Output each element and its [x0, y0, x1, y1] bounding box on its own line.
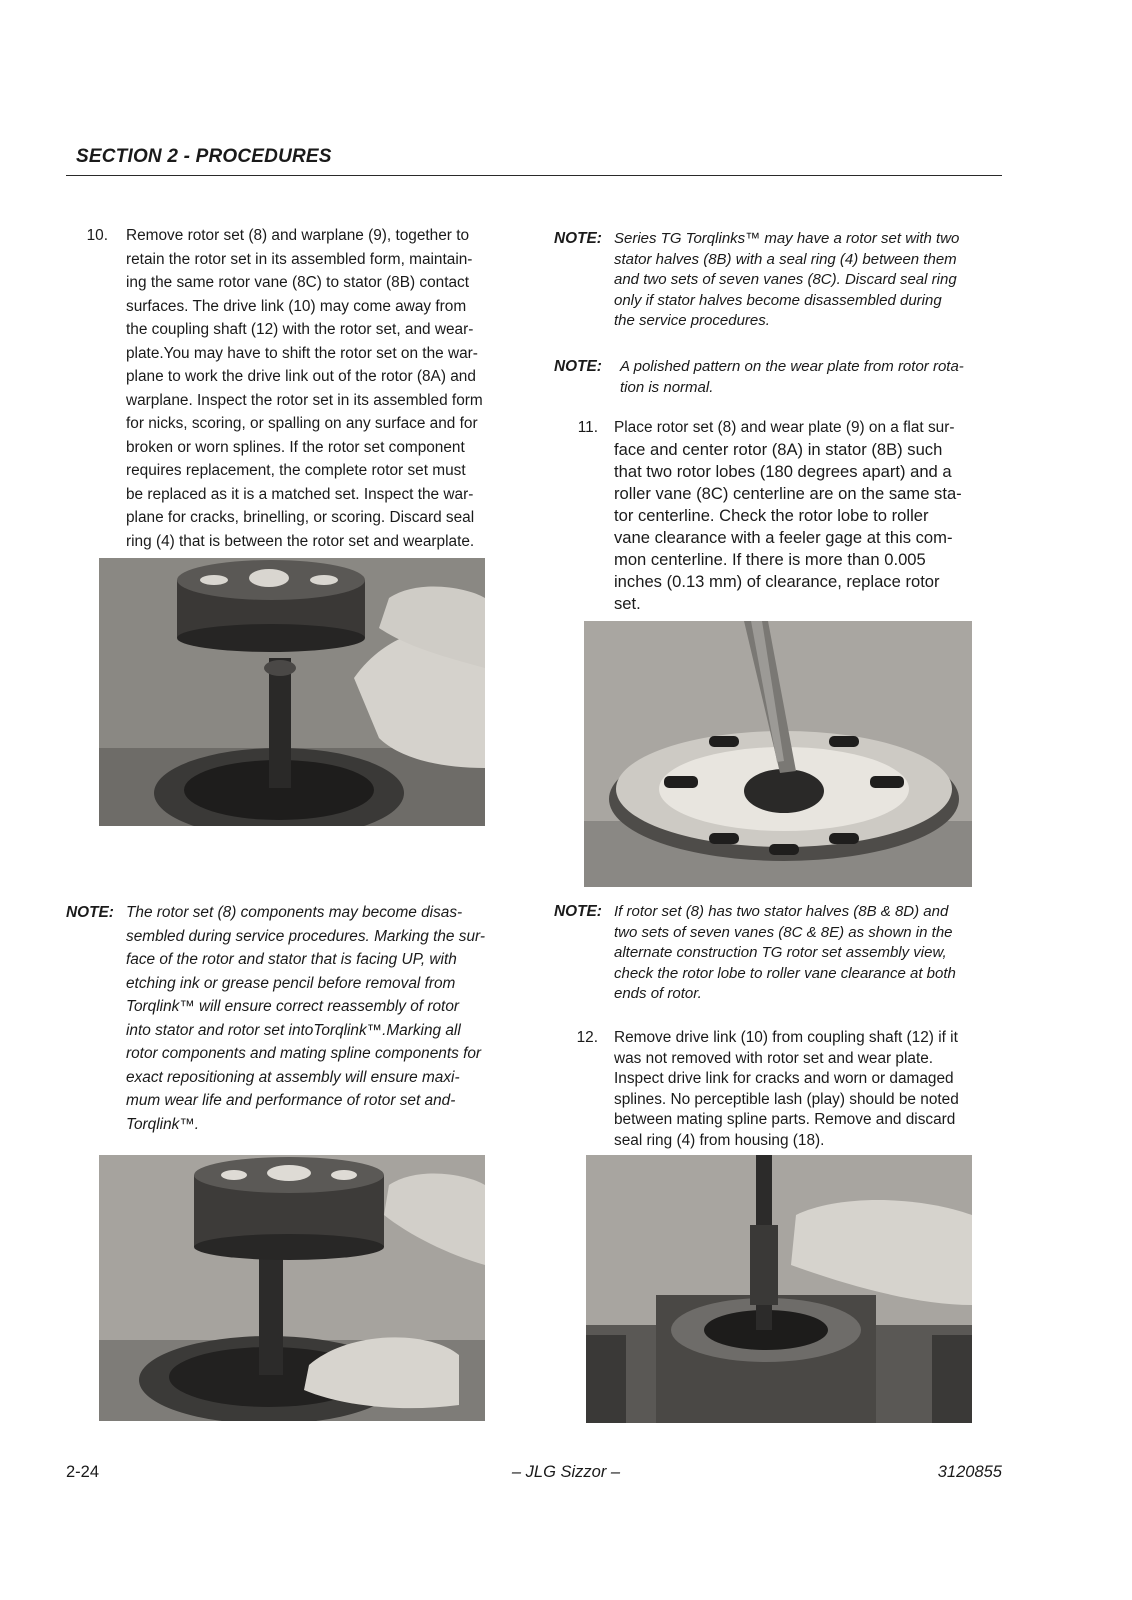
note-label: NOTE: [554, 903, 602, 920]
step-11-text [614, 417, 1000, 615]
text-line: vane clearance with a feeler gage at this com- [614, 528, 953, 547]
document-number: 3120855 [937, 1463, 1002, 1481]
text-line: only if stator halves become disassembled during [614, 291, 942, 309]
text-line: for nicks, scoring, or spalling on any surface and for [126, 415, 478, 432]
note-4-text [614, 902, 1000, 1005]
photo-rotor-set-drive-link [99, 1155, 485, 1421]
text-line: Torqlink™. [126, 1115, 199, 1133]
page-number: 2-24 [66, 1463, 100, 1481]
text-line: into stator and rotor set intoTorqlink™.Marking all [126, 1021, 461, 1039]
text-line: A polished pattern on the wear plate from rotor rota- [620, 358, 964, 375]
text-line: warplane. Inspect the rotor set in its assembled form [126, 391, 483, 409]
text-line: between mating spline parts. Remove and discard [614, 1111, 956, 1128]
text-line: etching ink or grease pencil before removal from [126, 974, 456, 992]
text-line: that two rotor lobes (180 degrees apart) and a [614, 462, 952, 481]
text-line: tion is normal. [620, 378, 714, 396]
text-line: plane to work the drive link out of the rotor (8A) and [126, 368, 476, 385]
note-1-text [614, 229, 1000, 332]
text-line: surfaces. The drive link (10) may come away from [126, 297, 467, 315]
note-label: NOTE: [554, 358, 602, 375]
text-line: and two sets of seven vanes (8C). Discard seal ring [614, 271, 957, 288]
text-line: roller vane (8C) centerline are on the same sta- [614, 484, 962, 503]
text-line: exact repositioning at assembly will ensure maxi- [126, 1068, 460, 1086]
section-title: SECTION 2 - PROCEDURES [76, 146, 332, 167]
note-2-text [620, 357, 1000, 398]
step-10-number: 10. [86, 227, 108, 244]
text-line: stator halves (8B) with a seal ring (4) between them [614, 250, 957, 268]
photo-feeler-gage-check [584, 621, 972, 887]
step-11-number: 11. [577, 419, 598, 436]
text-line: be replaced as it is a matched set. Inspect the war- [126, 485, 474, 503]
header-rule [66, 175, 1002, 176]
text-line: Torqlink™ will ensure correct reassembly of rotor [126, 998, 460, 1015]
text-line: broken or worn splines. If the rotor set component [126, 438, 465, 456]
text-line: Inspect drive link for cracks and worn or damaged [614, 1070, 954, 1087]
step-12-text [614, 1028, 1000, 1151]
text-line: check the rotor lobe to roller vane clearance at both [614, 964, 956, 982]
text-line: inches (0.13 mm) of clearance, replace rotor [614, 572, 940, 591]
text-line: tor centerline. Check the rotor lobe to roller [614, 506, 929, 525]
text-line: retain the rotor set in its assembled form, maintain- [126, 250, 473, 268]
text-line: face and center rotor (8A) in stator (8B) such [614, 440, 943, 459]
text-line: Place rotor set (8) and wear plate (9) on a flat sur- [614, 419, 955, 436]
text-line: mum wear life and performance of rotor set and- [126, 1092, 456, 1109]
step-12-number: 12. [576, 1029, 598, 1046]
text-line: If rotor set (8) has two stator halves (8B & 8D) and [614, 903, 949, 920]
text-line: sembled during service procedures. Marking the sur- [126, 927, 485, 945]
note-3-text [126, 901, 516, 1136]
text-line: requires replacement, the complete rotor set must [126, 462, 466, 479]
note-label: NOTE: [554, 230, 602, 247]
text-line: ends of rotor. [614, 985, 702, 1002]
step-10-text [126, 224, 516, 553]
note-label: NOTE: [66, 904, 114, 921]
text-line: Remove drive link (10) from coupling shaft (12) if it [614, 1029, 958, 1046]
text-line: splines. No perceptible lash (play) should be noted [614, 1090, 959, 1108]
photo-drive-link-removal [586, 1155, 972, 1423]
text-line: ring (4) that is between the rotor set and wearplate. [126, 532, 475, 550]
text-line: ing the same rotor vane (8C) to stator (8B) contact [126, 274, 470, 291]
text-line: two sets of seven vanes (8C & 8E) as shown in the [614, 923, 953, 941]
text-line: alternate construction TG rotor set assembly view, [614, 944, 947, 961]
text-line: face of the rotor and stator that is facing UP, with [126, 951, 457, 968]
text-line: set. [614, 594, 641, 613]
text-line: The rotor set (8) components may become disas- [126, 904, 463, 921]
text-line: Remove rotor set (8) and warplane (9), together to [126, 227, 470, 244]
footer-title: – JLG Sizzor – [511, 1463, 621, 1481]
photo-rotor-set-removal [99, 558, 485, 826]
text-line: the service procedures. [614, 312, 770, 329]
text-line: rotor components and mating spline components for [126, 1045, 482, 1062]
text-line: plate.You may have to shift the rotor set on the war- [126, 344, 478, 362]
text-line: mon centerline. If there is more than 0.005 [614, 550, 926, 569]
text-line: Series TG Torqlinks™ may have a rotor set with two [614, 230, 960, 247]
text-line: was not removed with rotor set and wear plate. [614, 1049, 934, 1067]
text-line: the coupling shaft (12) with the rotor set, and wear- [126, 321, 474, 338]
text-line: plane for cracks, brinelling, or scoring. Discard seal [126, 509, 475, 526]
text-line: seal ring (4) from housing (18). [614, 1131, 825, 1149]
